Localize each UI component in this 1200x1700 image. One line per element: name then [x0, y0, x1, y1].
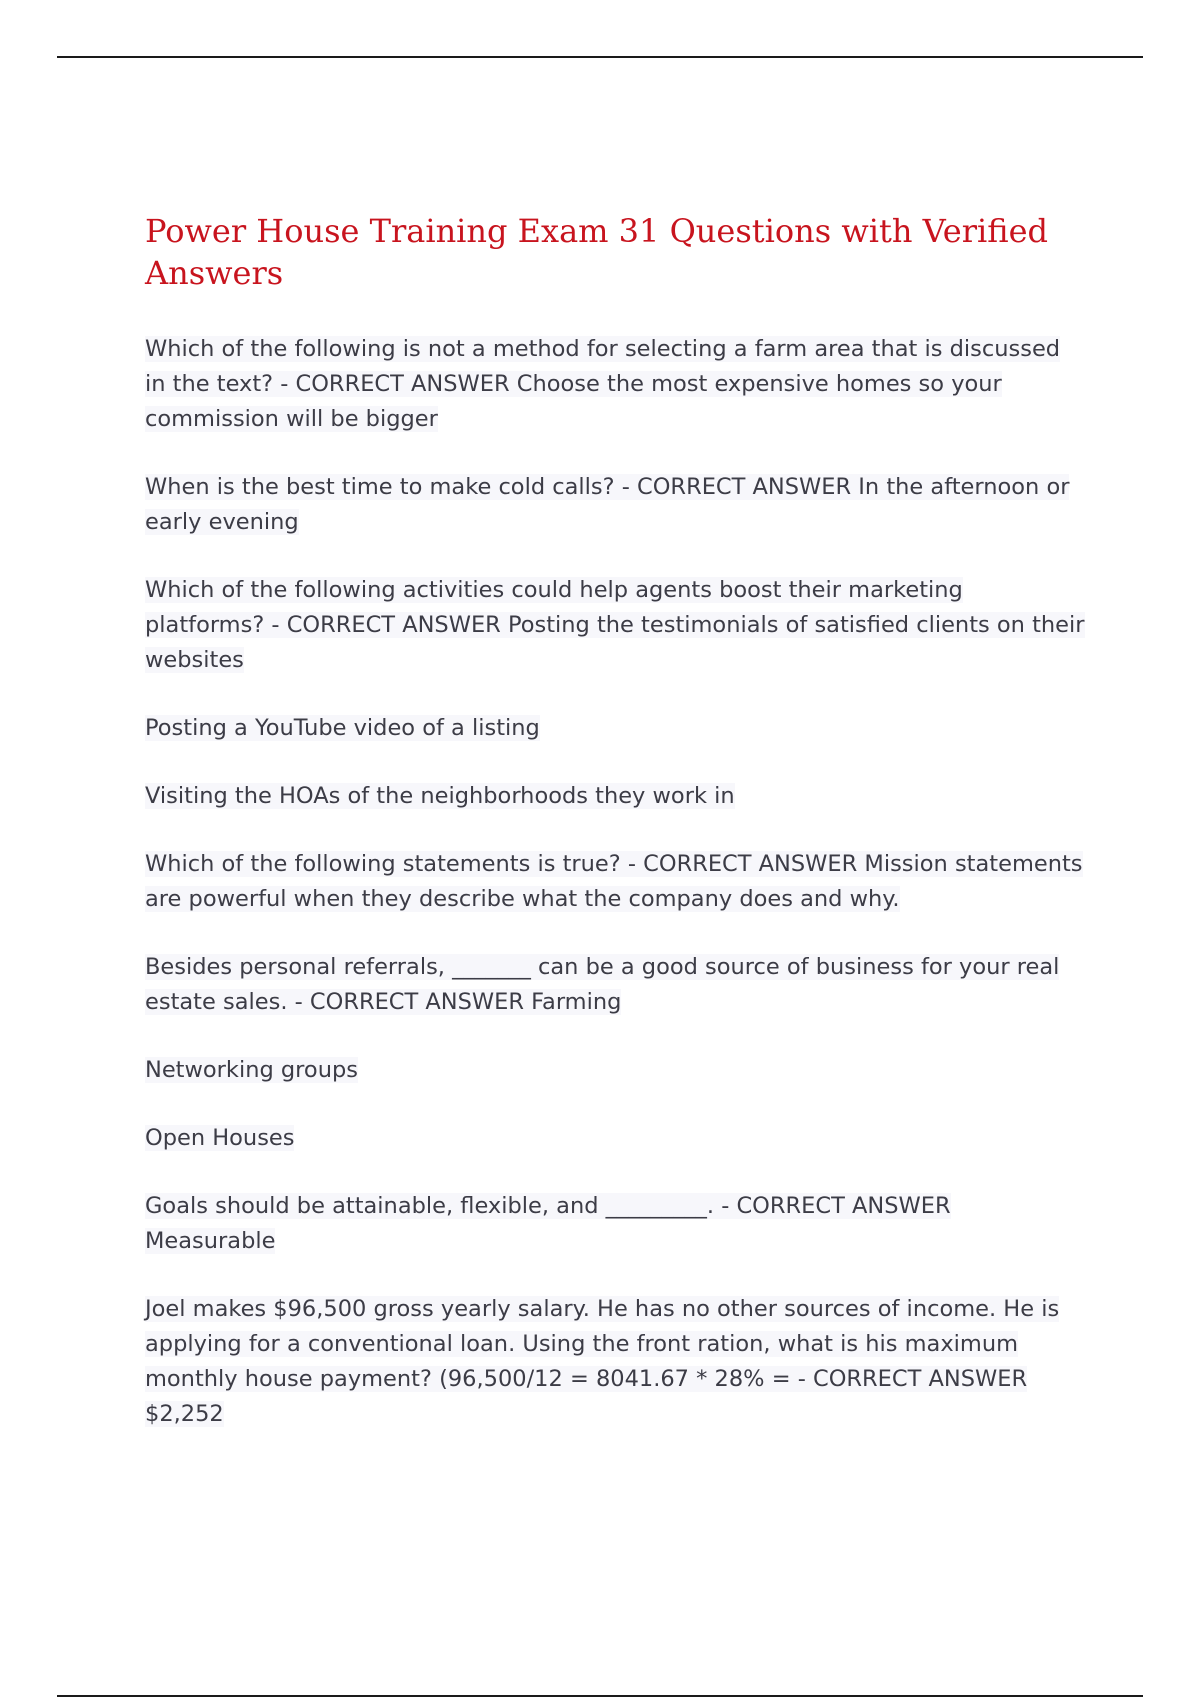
- question-paragraph: [145, 1292, 1085, 1432]
- paragraph-text: Which of the following statements is true? - CORRECT ANSWER Mission statements are powerful when they describe what the company does and why.: [145, 851, 1083, 912]
- paragraph-text: When is the best time to make cold calls? - CORRECT ANSWER In the afternoon or early evening: [145, 474, 1070, 535]
- question-paragraph: [145, 847, 1085, 917]
- document-body: [145, 210, 1085, 1465]
- question-paragraph: [145, 950, 1085, 1020]
- paragraph-text: Networking groups: [145, 1057, 358, 1083]
- answer-option-paragraph: [145, 1121, 1085, 1156]
- question-paragraph: [145, 573, 1085, 678]
- paragraph-text: Which of the following is not a method for selecting a farm area that is discussed in the text? - CORRECT ANSWER Choose the most expensive homes so your commission will be bigger: [145, 336, 1061, 432]
- paragraph-text: Open Houses: [145, 1125, 295, 1151]
- paragraph-text: Besides personal referrals, _______ can be a good source of business for your real estate sales. - CORRECT ANSWER Farming: [145, 954, 1060, 1015]
- question-paragraph: [145, 1189, 1085, 1259]
- answer-option-paragraph: [145, 711, 1085, 746]
- answer-option-paragraph: [145, 779, 1085, 814]
- paragraph-text: Joel makes $96,500 gross yearly salary. He has no other sources of income. He is applying for a conventional loan. Using the front ration, what is his maximum monthly house payment? (96,500/12 = 8041.67 * 28% = - CORRECT ANSWER $2,252: [145, 1296, 1060, 1427]
- paragraph-text: Visiting the HOAs of the neighborhoods they work in: [145, 783, 735, 809]
- paragraph-text: Which of the following activities could help agents boost their marketing platforms? - CORRECT ANSWER Posting the testimonials of satisfied clients on their websites: [145, 577, 1085, 673]
- paragraph-text: Goals should be attainable, flexible, and _________. - CORRECT ANSWER Measurable: [145, 1193, 951, 1254]
- question-paragraph: [145, 332, 1085, 437]
- document-title: Power House Training Exam 31 Questions with Verified Answers: [145, 212, 1048, 292]
- top-rule: [57, 56, 1143, 58]
- answer-option-paragraph: [145, 1053, 1085, 1088]
- question-paragraph: [145, 470, 1085, 540]
- paragraph-text: Posting a YouTube video of a listing: [145, 715, 540, 741]
- bottom-rule: [57, 1695, 1143, 1697]
